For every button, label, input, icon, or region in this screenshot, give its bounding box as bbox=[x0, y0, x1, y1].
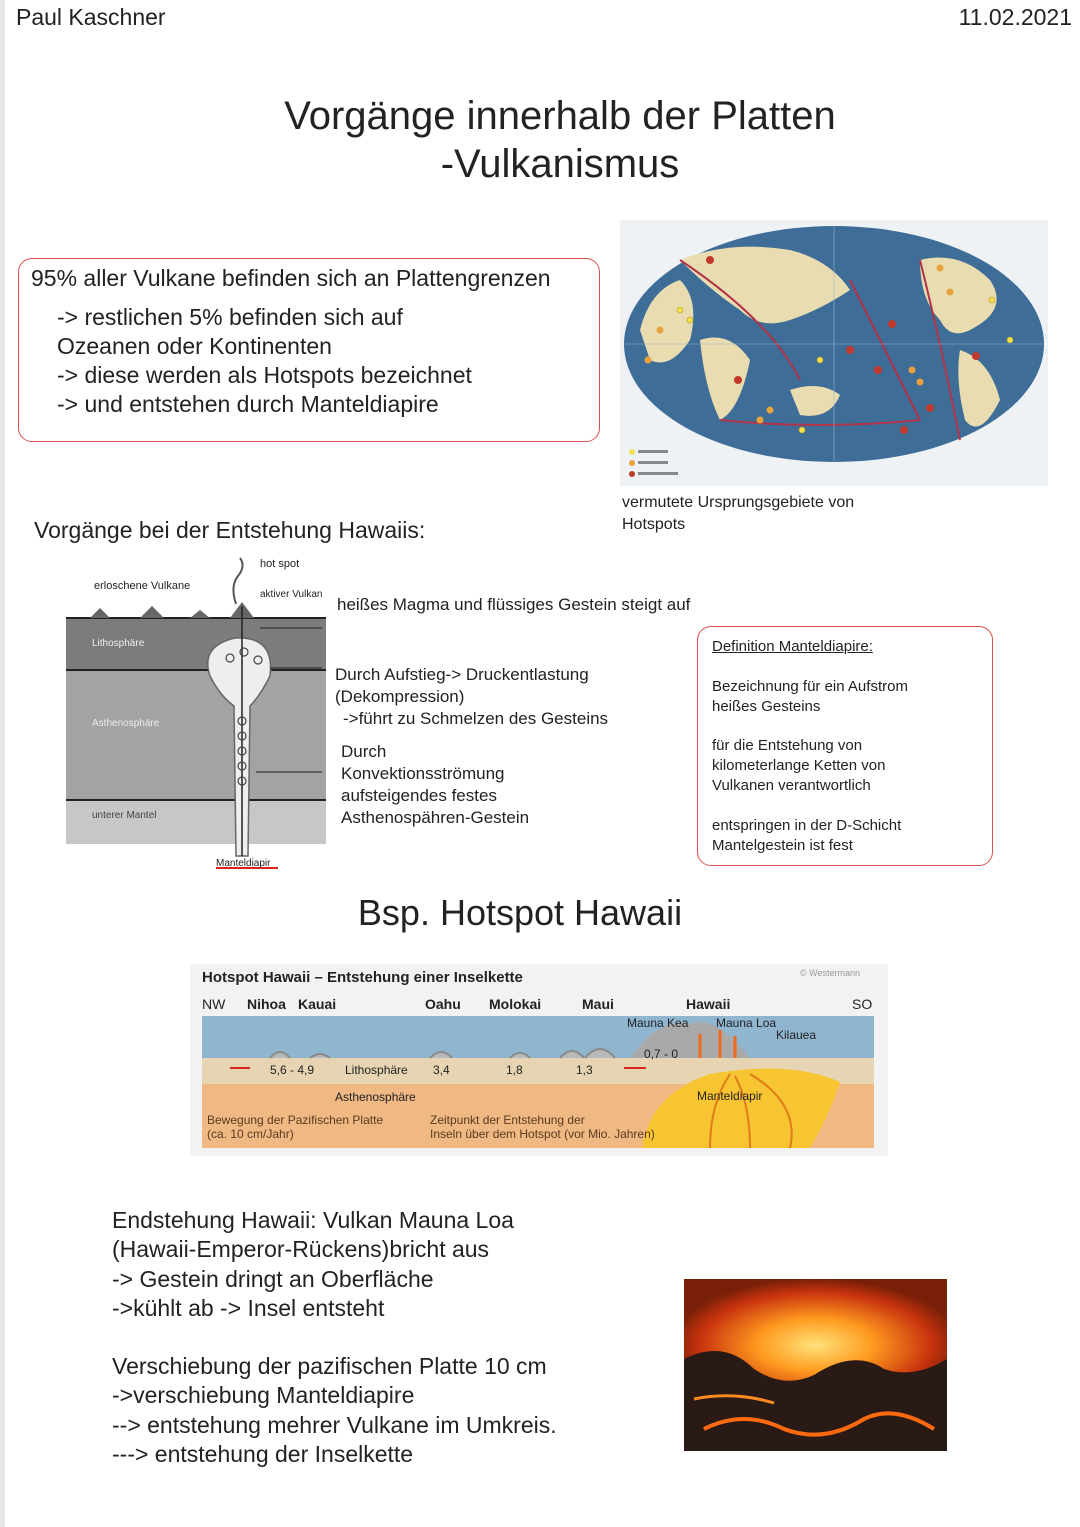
definition-line: für die Entstehung von bbox=[712, 737, 863, 754]
diapir-label: Manteldiapir bbox=[697, 1089, 763, 1103]
figure-credit: © Westermann bbox=[800, 968, 860, 978]
label-line: Inseln über dem Hotspot (vor Mio. Jahren) bbox=[430, 1127, 655, 1141]
definition-line: Vulkanen verantwortlich bbox=[712, 777, 871, 794]
island-label: Oahu bbox=[425, 996, 461, 1012]
note-line: ->führt zu Schmelzen des Gesteins bbox=[343, 709, 609, 728]
island-label: Nihoa bbox=[247, 996, 286, 1012]
figure-title: Hotspot Hawaii – Entstehung einer Inselkette bbox=[202, 969, 523, 986]
direction-so: SO bbox=[852, 996, 873, 1012]
label-line: (ca. 10 cm/Jahr) bbox=[207, 1127, 294, 1141]
definition-line: entspringen in der D-Schicht bbox=[712, 817, 902, 834]
label-line: Zeitpunkt der Entstehung der bbox=[430, 1113, 585, 1127]
title-line-1: Vorgänge innerhalb der Platten bbox=[284, 94, 836, 138]
definition-box bbox=[697, 626, 993, 866]
hotspot-world-map bbox=[620, 220, 1048, 486]
text-line: (Hawaii-Emperor-Rückens)bricht aus bbox=[112, 1236, 490, 1263]
intro-line: -> und entstehen durch Manteldiapire bbox=[57, 391, 439, 417]
age-label: 1,8 bbox=[506, 1063, 523, 1077]
intro-box bbox=[18, 258, 600, 442]
formation-time-label bbox=[430, 1113, 655, 1141]
asthenosphere-label: Asthenosphäre bbox=[92, 718, 160, 729]
lithosphere-label: Lithosphäre bbox=[92, 638, 145, 649]
island-label: Hawaii bbox=[686, 996, 731, 1012]
hot-spot-label: hot spot bbox=[260, 558, 300, 570]
age-label: 3,4 bbox=[433, 1063, 450, 1077]
author-name: Paul Kaschner bbox=[16, 4, 166, 30]
age-label: 1,3 bbox=[576, 1063, 593, 1077]
note-magma: heißes Magma und flüssiges Gestein steigt auf bbox=[337, 595, 691, 614]
age-label: 5,6 - 4,9 bbox=[270, 1063, 315, 1077]
note-line: aufsteigendes festes bbox=[341, 786, 497, 805]
mantle-diapir-diagram bbox=[60, 556, 340, 876]
hawaii-hotspot-figure bbox=[190, 964, 888, 1156]
text-line: ->verschiebung Manteldiapire bbox=[112, 1382, 415, 1409]
lower-mantle-label: unterer Mantel bbox=[92, 810, 157, 821]
note-line: Konvektionsströmung bbox=[341, 764, 505, 783]
definition-title: Definition Manteldiapire: bbox=[712, 638, 873, 655]
section-heading: Vorgänge bei der Entstehung Hawaiis: bbox=[34, 517, 426, 543]
extinct-volcanoes-label: erloschene Vulkane bbox=[94, 580, 191, 592]
asthenosphere-label: Asthenosphäre bbox=[335, 1090, 416, 1104]
label-line: Bewegung der Pazifischen Platte bbox=[207, 1113, 384, 1127]
island-label: Molokai bbox=[489, 996, 542, 1012]
map-caption-line-2: Hotspots bbox=[622, 516, 686, 533]
text-line: -> Gestein dringt an Oberfläche bbox=[112, 1265, 434, 1292]
map-caption-line-1: vermutete Ursprungsgebiete von bbox=[622, 494, 855, 511]
note-convection bbox=[341, 741, 529, 829]
definition-paragraph bbox=[712, 736, 982, 796]
lithosphere-label: Lithosphäre bbox=[345, 1063, 408, 1077]
text-line: Endstehung Hawaii: Vulkan Mauna Loa bbox=[112, 1207, 514, 1233]
intro-headline: 95% aller Vulkane befinden sich an Plattengrenzen bbox=[31, 265, 551, 291]
text-block-plate-shift bbox=[112, 1352, 557, 1469]
age-label: 0,7 - 0 bbox=[644, 1047, 679, 1061]
text-line: Verschiebung der pazifischen Platte 10 cm bbox=[112, 1353, 547, 1379]
text-line: --> entstehung mehrer Vulkane im Umkreis. bbox=[112, 1411, 557, 1438]
plate-movement-label bbox=[207, 1113, 383, 1141]
volcano-eruption-photo bbox=[684, 1279, 947, 1451]
definition-paragraph bbox=[712, 677, 982, 717]
island-label: Maui bbox=[582, 996, 614, 1012]
text-block-formation bbox=[112, 1206, 514, 1323]
intro-list bbox=[57, 303, 472, 419]
intro-line: -> restlichen 5% befinden sich auf bbox=[57, 304, 403, 330]
island-label: Kauai bbox=[298, 996, 337, 1012]
document-date: 11.02.2021 bbox=[958, 4, 1072, 30]
text-line: ->kühlt ab -> Insel entsteht bbox=[112, 1294, 385, 1321]
example-heading: Bsp. Hotspot Hawaii bbox=[357, 892, 683, 933]
mauna-loa-label: Mauna Loa bbox=[716, 1016, 777, 1030]
definition-line: heißes Gesteins bbox=[712, 698, 821, 715]
intro-line: -> diese werden als Hotspots bezeichnet bbox=[57, 362, 472, 388]
definition-line: kilometerlange Ketten von bbox=[712, 757, 886, 774]
map-caption bbox=[622, 492, 922, 536]
page-title bbox=[200, 92, 920, 188]
diapir-label: Manteldiapir bbox=[216, 858, 271, 869]
page-edge bbox=[0, 0, 5, 1527]
note-line: Durch Aufstieg-> Druckentlastung bbox=[335, 665, 589, 684]
definition-line: Bezeichnung für ein Aufstrom bbox=[712, 678, 908, 695]
mauna-kea-label: Mauna Kea bbox=[627, 1016, 689, 1030]
text-line: ---> entstehung der Inselkette bbox=[112, 1440, 414, 1467]
note-decompression bbox=[335, 664, 608, 730]
active-volcano-label: aktiver Vulkan bbox=[260, 589, 323, 600]
definition-paragraph bbox=[712, 816, 982, 856]
note-line: Durch bbox=[341, 742, 387, 761]
note-line: Asthenospähren-Gestein bbox=[341, 808, 530, 827]
direction-nw: NW bbox=[202, 996, 226, 1012]
definition-line: Mantelgestein ist fest bbox=[712, 837, 853, 854]
intro-line: Ozeanen oder Kontinenten bbox=[57, 333, 332, 359]
kilauea-label: Kilauea bbox=[776, 1028, 817, 1042]
note-line: (Dekompression) bbox=[335, 687, 465, 706]
title-line-2: -Vulkanismus bbox=[440, 142, 680, 186]
